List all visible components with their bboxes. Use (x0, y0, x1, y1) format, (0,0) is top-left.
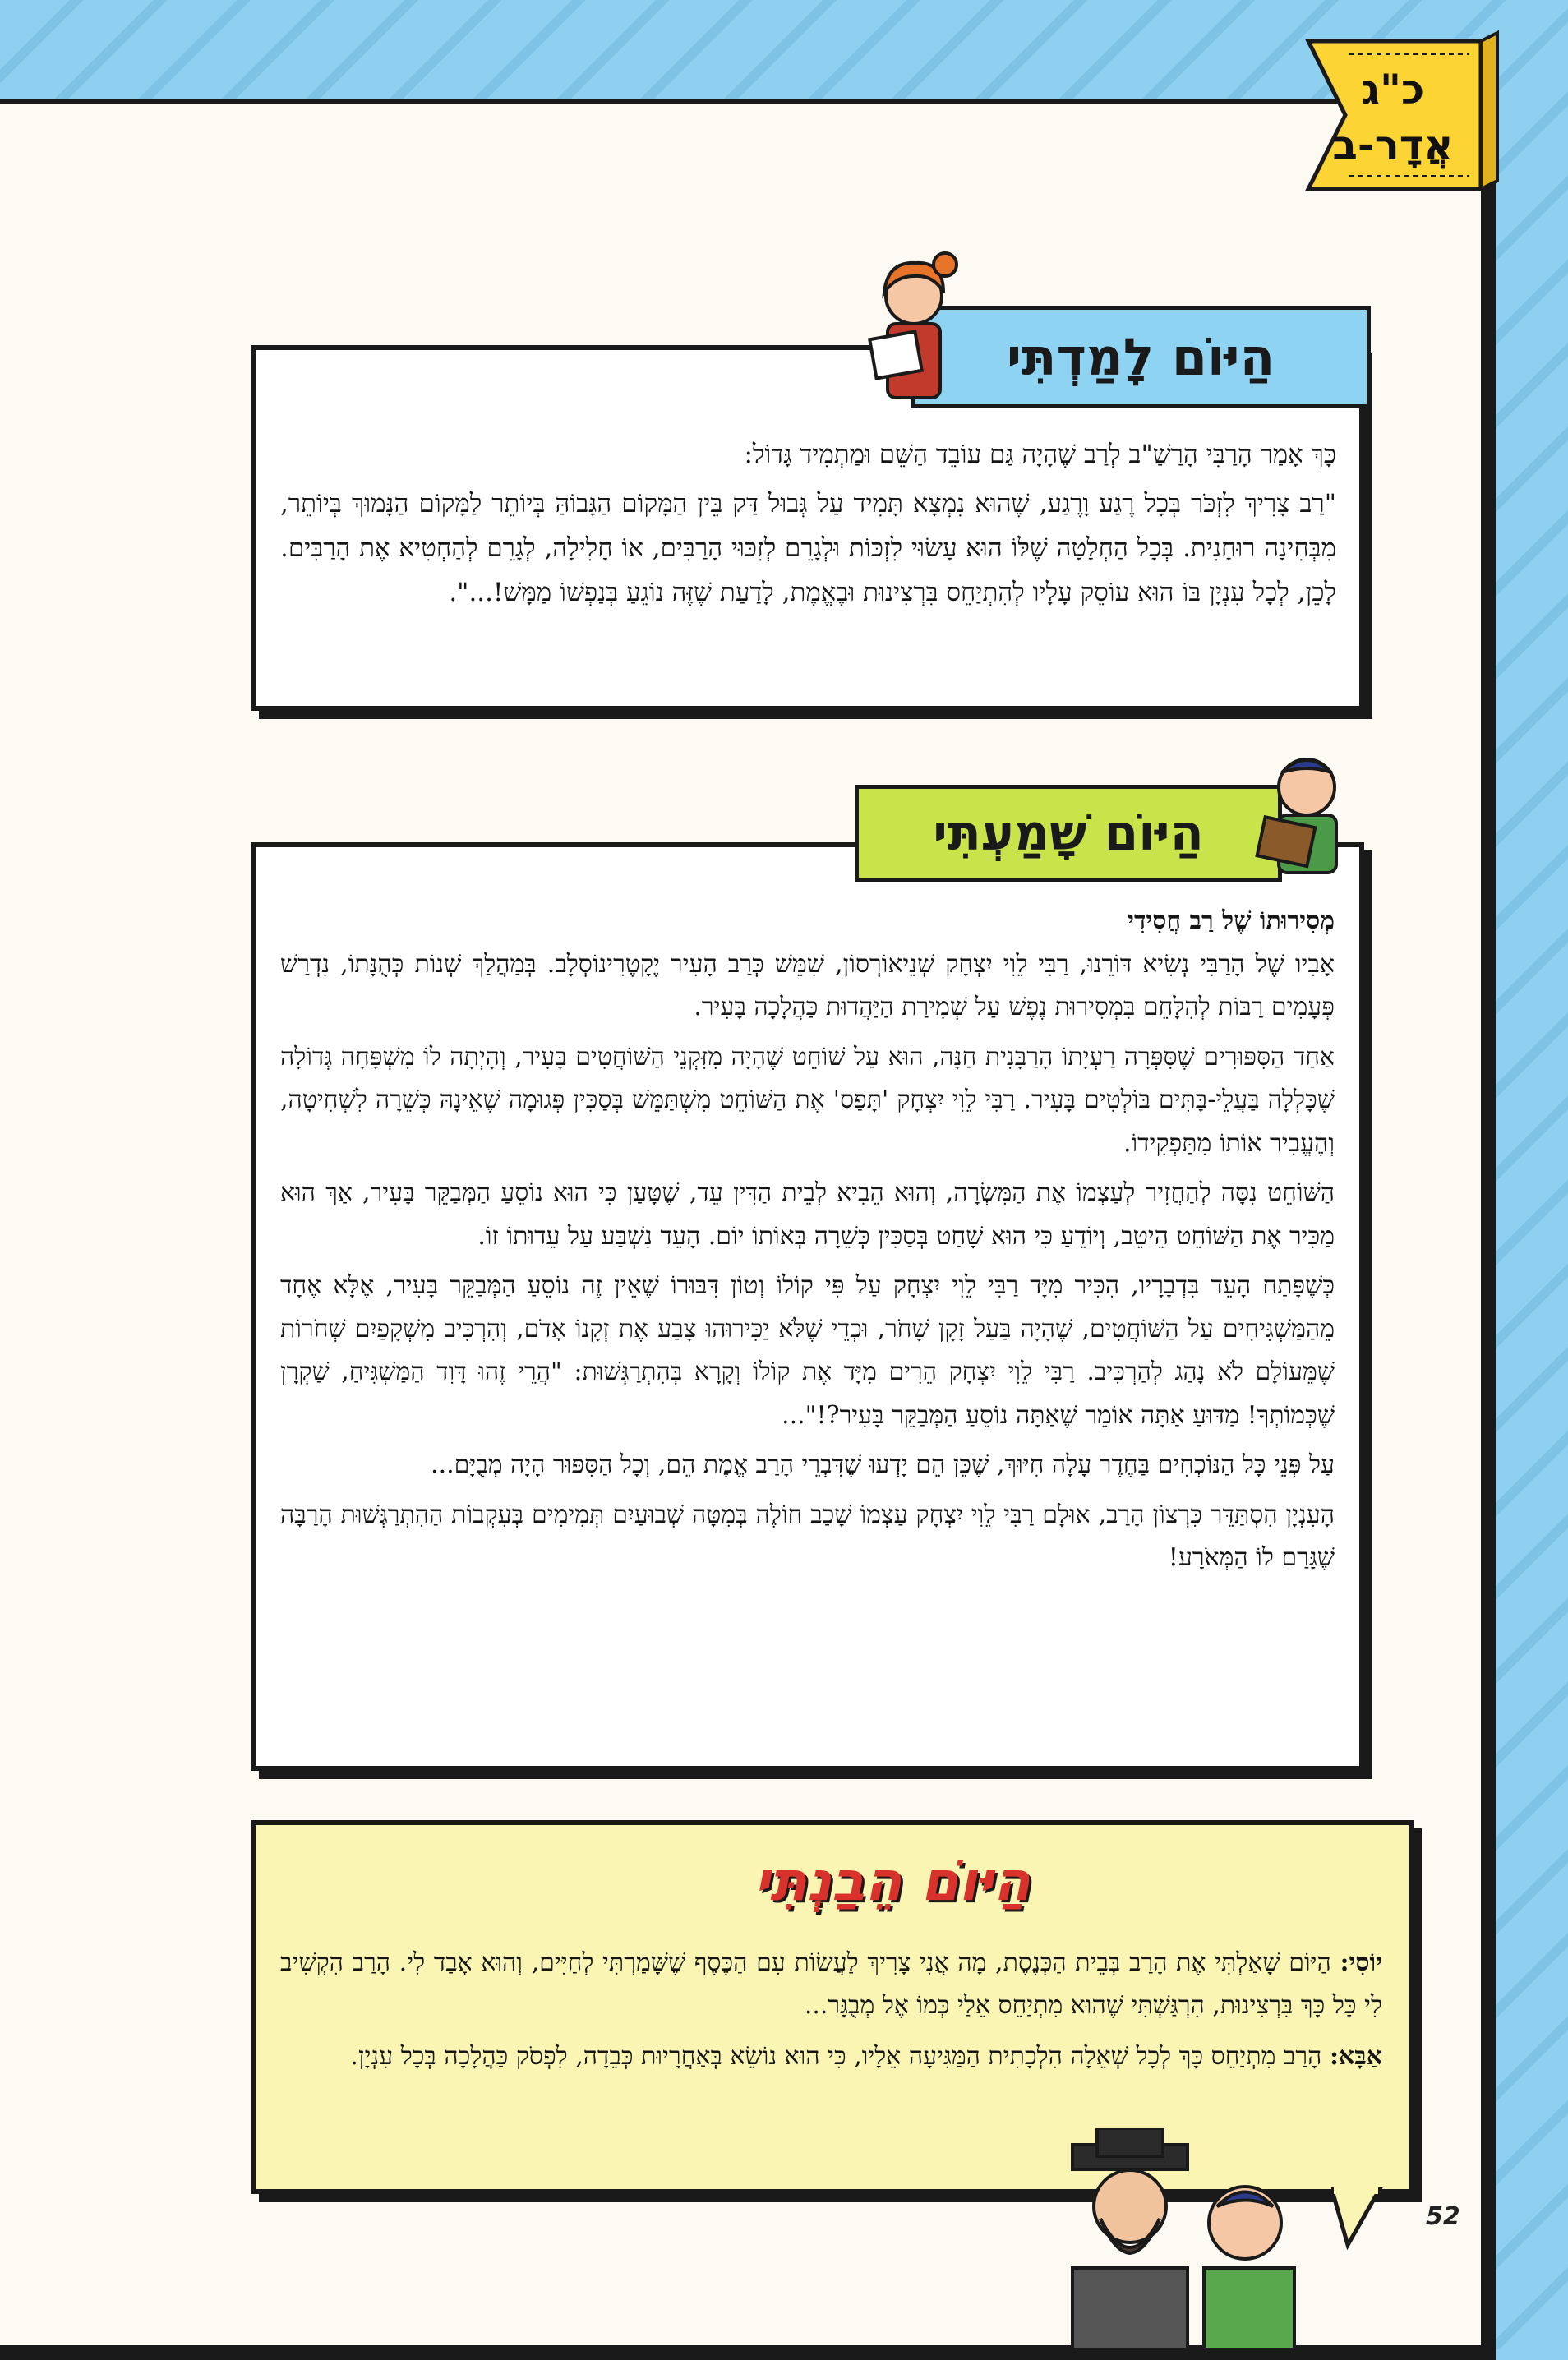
heard-title: הַיּוֹם שָׁמַעְתִּי (933, 804, 1204, 862)
heard-paragraph-5: עַל פְּנֵי כָּל הַנּוֹכְחִים בַּחֶדֶר עָלָה חִיּוּךְ, שֶׁכֵּן הֵם יָדְעוּ שֶׁדִּבְרֵי הָרַב אֱמֶת הֵם, וְכָל הַסִּפּוּר הָיָה מְבֻיָּם... (431, 1450, 1335, 1479)
heard-paragraph-4: כְּשֶׁפָּתַח הָעֵד בִּדְבָרָיו, הִכִּיר מִיָּד רַבִּי לֵוִי יִצְחָק עַל פִּי קוֹלוֹ וְטוֹן דִּבּוּרוֹ שֶׁאֵין זֶה נוֹסֵעַ הַמְּבַקֵּר בָּעִיר, אֶלָּא אֶחָד מֵהַמַּשְׁגִּיחִים עַל הַשּׁוֹחֲטִים, שֶׁהָיָה בַּעַל זָקָן שָׁחֹר, וּכְדֵי שֶׁלֹּא יַכִּירוּהוּ צָבַע אֶת זְקָנוֹ אָדֹם, וְהִרְכִּיב מִשְׁקָפַיִם שְׁחֹרוֹת שֶׁמֵּעוֹלָם לֹא נָהַג לְהַרְכִּיב. רַבִּי לֵוִי יִצְחָק הֵרִים מִיָּד אֶת קוֹלוֹ וְקָרָא בְּהִתְרַגְּשׁוּת: "הֲרֵי זֶהוּ דָּוִד הַמַּשְׁגִּיחַ, שַׁקְרָן שֶׁכְּמוֹתְךָ! מַדּוּעַ אַתָּה אוֹמֵר שֶׁאַתָּה נוֹסֵעַ הַמְּבַקֵּר בָּעִיר?!"... (280, 1271, 1335, 1430)
understood-title: הַיּוֹם הֵבַנְתִּי (754, 1850, 1031, 1913)
understood-dialogue (280, 1942, 1382, 2078)
dialogue-line-abba (280, 2035, 1382, 2078)
heard-box (251, 842, 1364, 1771)
heard-title-ribbon (855, 785, 1282, 882)
date-banner (1300, 25, 1506, 205)
dialogue-text-yossi: הַיּוֹם שָׁאַלְתִּי אֶת הָרַב בְּבֵית הַכְּנֶסֶת, מָה אֲנִי צָרִיךְ לַעֲשׂוֹת עִם הַכֶּסֶף שֶׁשָּׁמַרְתִּי לְחַיִּים, וְהוּא אָבַד לִי. הָרַב הִקְשִׁיב לִי כָּל כָּךְ בִּרְצִינוּת, הִרְגַּשְׁתִּי שֶׁהוּא מִתְיַחֵס אֵלַי כְּמוֹ אֶל מְבֻגָּר... (280, 1948, 1382, 2020)
girl-reading-illustration (855, 247, 970, 411)
page-number: 52 (1426, 2202, 1460, 2231)
speaker-yossi: יוֹסִי: (1340, 1948, 1382, 1977)
learned-title-ribbon (911, 306, 1371, 408)
learned-text (280, 432, 1336, 615)
dialogue-line-yossi (280, 1942, 1382, 2027)
date-day: כ"ג (1361, 66, 1425, 113)
father-and-son-illustration (1056, 2128, 1319, 2349)
dialogue-text-abba: הָרַב מִתְיַחֵס כָּךְ לְכָל שְׁאֵלָה הִלְכָתִית הַמַּגִּיעָה אֵלָיו, כִּי הוּא נוֹשֵׂא בְּאַחֲרָיוּת כְּבֵדָה, לִפְסֹק כַּהֲלָכָה בְּכָל עִנְיָן. (350, 2042, 1322, 2071)
heard-text (280, 900, 1335, 1580)
heard-paragraph-3: הַשּׁוֹחֵט נִסָּה לְהַחֲזִיר לְעַצְמוֹ אֶת הַמִּשְׂרָה, וְהוּא הֵבִיא לְבֵית הַדִּין עֵד, שֶׁטָּעַן כִּי הוּא נוֹסֵעַ הַמְּבַקֵּר בָּעִיר, אַךְ הוּא מַכִּיר אֶת הַשּׁוֹחֵט הֵיטֵב, וְיוֹדֵעַ כִּי הוּא שָׁחַט בְּסַכִּין כְּשֵׁרָה בְּאוֹתוֹ יוֹם. הָעֵד נִשְׁבַּע עַל עֵדוּתוֹ זוֹ. (280, 1178, 1335, 1251)
boy-reading-illustration (1249, 740, 1364, 879)
date-ribbon-shape (1300, 25, 1506, 205)
learned-title: הַיּוֹם לָמַדְתִּי (1006, 327, 1275, 387)
heard-paragraph-2: אַחַד הַסִּפּוּרִים שֶׁסִּפְּרָה רַעְיָתוֹ הָרַבָּנִית חַנָּה, הוּא עַל שׁוֹחֵט שֶׁהָיָה מִזִּקְנֵי הַשּׁוֹחֲטִים בָּעִיר, וְהָיְתָה לוֹ מִשְׁפָּחָה גְּדוֹלָה שֶׁכָּלְלָה בַּעֲלֵי-בָּתִּים בּוֹלְטִים בָּעִיר. רַבִּי לֵוִי יִצְחָק 'תָּפַס' אֶת הַשּׁוֹחֵט מִשְׁתַּמֵּשׁ בְּסַכִּין פְּגוּמָה שֶׁאֵינָהּ כְּשֵׁרָה לִשְׁחִיטָה, וְהֶעֱבִיר אוֹתוֹ מִתַּפְקִידוֹ. (280, 1042, 1335, 1158)
heard-paragraph-6: הָעִנְיָן הִסְתַּדֵּר כִּרְצוֹן הָרַב, אוּלָם רַבִּי לֵוִי יִצְחָק עַצְמוֹ שָׁכַב חוֹלֶה בְּמִטָּה שְׁבוּעַיִם תְּמִימִים בְּעִקְבוֹת הַהִתְרַגְּשׁוּת הָרַבָּה שֶׁגָּרַם לוֹ הַמְּאֹרָע! (280, 1500, 1335, 1572)
speech-bubble-tail (1331, 2187, 1397, 2253)
heard-heading: מְסִירוּתוֹ שֶׁל רַב חֲסִידִי (1128, 906, 1335, 935)
date-month: אֲדָר-ב (1332, 122, 1454, 169)
learned-quote: "רַב צָרִיךְ לִזְכֹּר בְּכָל רֶגַע וָרֶגַע, שֶׁהוּא נִמְצָא תָּמִיד עַל גְּבוּל דַּק בֵּין הַמָּקוֹם הַגָּבוֹהַּ בְּיוֹתֵר לַמָּקוֹם הַנָּמוּךְ בְּיוֹתֵר, מִבְּחִינָה רוּחָנִית. בְּכָל הַחְלָטָה שֶׁלּוֹ הוּא עָשׂוּי לִזְכּוֹת וּלְגָרֵם לְזִכּוּי הָרַבִּים, אוֹ חָלִילָה, לְגָרֵם לְהַחְטִיא אֶת הָרַבִּים. לָכֵן, לְכָל עִנְיָן בּוֹ הוּא עוֹסֵק עָלָיו לְהִתְיַחֵס בִּרְצִינוּת וּבֶאֱמֶת, לָדַעַת שֶׁזֶּה נוֹגֵעַ בְּנַפְשׁוֹ מַמָּשׁ!...". (280, 489, 1336, 607)
speaker-abba: אַבָּא: (1329, 2042, 1382, 2071)
learned-intro: כָּךְ אָמַר הָרַבִּי הָרַשַׁ"ב לְרַב שֶׁהָיָה גַּם עוֹבֵד הַשֵּׁם וּמַתְמִיד גָּדוֹל: (744, 440, 1336, 469)
heard-paragraph-1: אָבִיו שֶׁל הָרַבִּי נְשִׂיא דּוֹרֵנוּ, רַבִּי לֵוִי יִצְחָק שְׁנֵיאוֹרְסוֹן, שִׁמֵּשׁ כְּרַב הָעִיר יֶקָטֶרִינוֹסְלָב. בְּמַהֲלַךְ שְׁנוֹת כְּהֻנָּתוֹ, נִדְרַשׁ פְּעָמִים רַבּוֹת לְהִלָּחֵם בִּמְסִירוּת נֶפֶשׁ עַל שְׁמִירַת הַיַּהֲדוּת כַּהֲלָכָה בָּעִיר. (280, 949, 1335, 1021)
